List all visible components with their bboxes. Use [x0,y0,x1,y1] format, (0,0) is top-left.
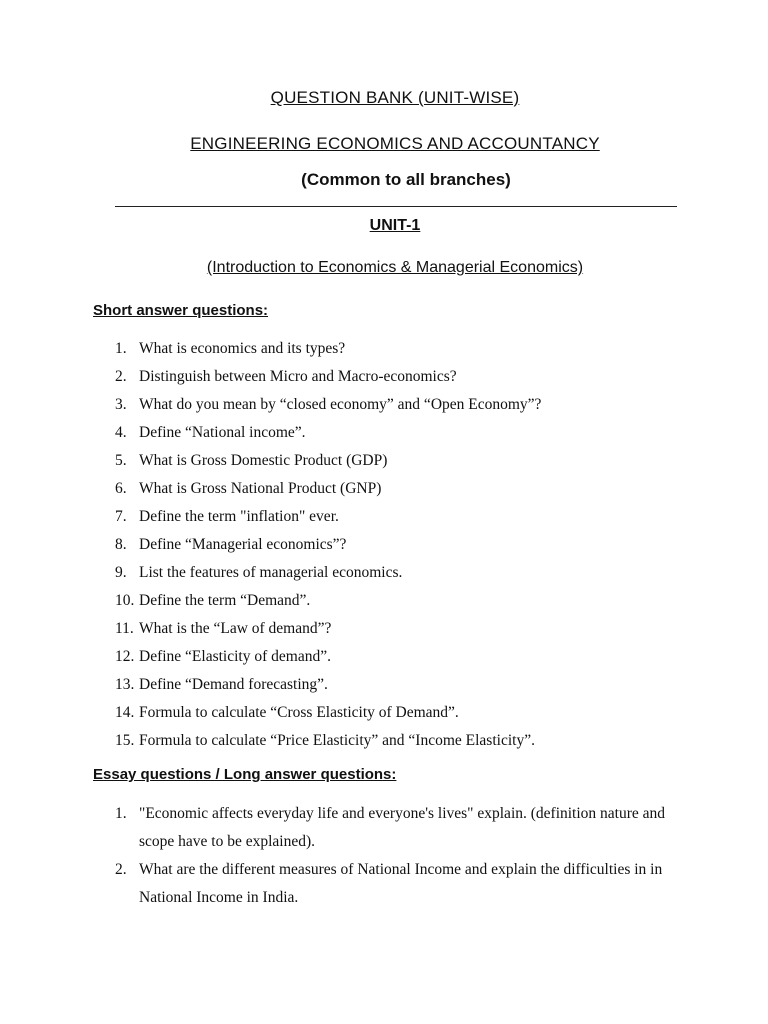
subject-note: (Common to all branches) [301,170,511,189]
list-item-number: 3. [115,396,127,413]
unit-topic: (Introduction to Economics & Managerial Economics) [206,259,584,276]
document-title: QUESTION BANK (UNIT-WISE) [270,88,520,107]
list-item-number: 15. [115,732,135,749]
list-item-text: Define “Demand forecasting”. [139,676,328,693]
list-item [115,559,695,587]
list-item-text: Define the term “Demand”. [139,592,311,609]
list-item-text: What are the different measures of National Income and explain the difficulties in in National Income in India. [139,861,663,906]
list-item-number: 8. [115,536,127,553]
list-item-text: Define “National income”. [139,424,306,441]
list-item [115,531,695,559]
list-item [115,475,695,503]
list-item-text: What is the “Law of demand”? [139,620,332,637]
list-item [115,391,695,419]
list-item-text: What is economics and its types? [139,340,346,357]
list-item-number: 12. [115,648,135,665]
list-item-text: List the features of managerial economics. [139,564,403,581]
list-item [115,643,695,671]
horizontal-rule [115,206,677,207]
list-item-number: 14. [115,704,135,721]
list-item [115,699,695,727]
list-item [115,447,695,475]
long-answer-list [115,800,695,912]
list-item [115,671,695,699]
list-item [115,587,695,615]
list-item [115,615,695,643]
list-item-text: Distinguish between Micro and Macro-economics? [139,368,457,385]
short-answer-heading: Short answer questions: [93,302,269,319]
list-item-number: 4. [115,424,127,441]
list-item-text: "Economic affects everyday life and everyone's lives" explain. (definition nature and scope have to be explained). [139,805,666,850]
list-item-number: 6. [115,480,127,497]
list-item-number: 5. [115,452,127,469]
short-answer-list [115,335,695,755]
list-item [115,800,695,856]
list-item-text: What is Gross National Product (GNP) [139,480,382,497]
list-item-number: 2. [115,368,127,385]
unit-label: UNIT-1 [369,217,421,234]
subject-title: ENGINEERING ECONOMICS AND ACCOUNTANCY [190,134,600,153]
list-item-number: 1. [115,805,127,822]
list-item [115,419,695,447]
list-item [115,503,695,531]
list-item [115,335,695,363]
list-item [115,856,695,912]
list-item-number: 11. [115,620,134,637]
list-item-text: Formula to calculate “Price Elasticity” and “Income Elasticity”. [139,732,535,749]
list-item-number: 1. [115,340,127,357]
list-item-number: 2. [115,861,127,878]
list-item-text: Formula to calculate “Cross Elasticity of Demand”. [139,704,459,721]
list-item-text: What do you mean by “closed economy” and “Open Economy”? [139,396,542,413]
list-item-number: 7. [115,508,127,525]
list-item-number: 13. [115,676,135,693]
list-item-text: Define “Elasticity of demand”. [139,648,331,665]
list-item [115,363,695,391]
list-item-number: 9. [115,564,127,581]
long-answer-heading: Essay questions / Long answer questions: [93,766,397,783]
list-item-text: What is Gross Domestic Product (GDP) [139,452,388,469]
list-item-number: 10. [115,592,135,609]
list-item [115,727,695,755]
list-item-text: Define the term "inflation" ever. [139,508,339,525]
list-item-text: Define “Managerial economics”? [139,536,347,553]
